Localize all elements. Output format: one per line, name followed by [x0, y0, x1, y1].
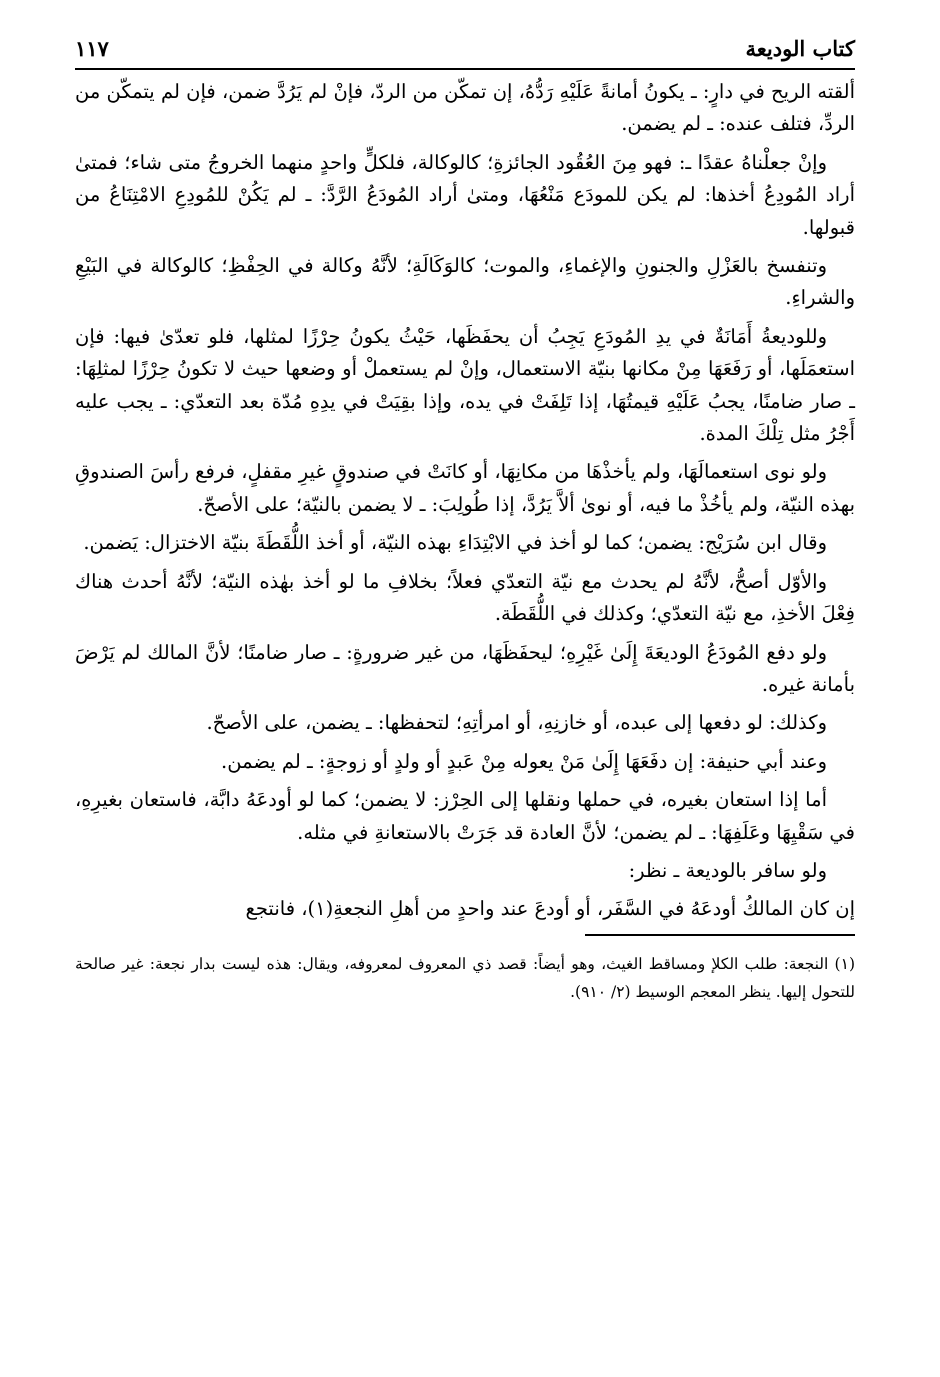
- paragraph: ولو نوى استعمالَهَا، ولم يأخذْهَا من مكانِهَا، أو كانَتْ في صندوقٍ غيرِ مقفلٍ، فرفع رأسَ الصندوقِ بهذه النيّة، ولم يأخُذْ ما فيه، أو نوىٰ ألاَّ يَرُدَّ، إذا طُولِبَ: ـ لا يضمن بالنيّة؛ على الأصحّ.: [75, 460, 855, 516]
- footnote-separator: [585, 934, 855, 936]
- paragraph: أما إذا استعان بغيره، في حملها ونقلها إلى الحِرْز: لا يضمن؛ كما لو أودعَهُ دابَّة، فاستعان بغيرِهِ، في سَقْيِهَا وعَلَفِهَا: ـ لم يضمن؛ لأنَّ العادة قد جَرَتْ بالاستعانةِ في مثله.: [75, 788, 855, 844]
- paragraph: والأوّل أصحُّ، لأنَّهُ لم يحدث مع نيّة التعدّي فعلاً؛ بخلافِ ما لو أخذ بهٰذه النيّة؛ لأنَّهُ أحدث هناك فِعْلَ الأخذِ، مع نيّة التعدّي؛ وكذلك في اللُّقَطَة.: [75, 569, 855, 626]
- paragraph: وقال ابن سُرَيْج: يضمن؛ كما لو أخذ في الابْتِدَاءِ بهذه النيّة، أو أخذ اللُّقَطَةَ بنيّة الاختزال: يَضمن.: [83, 531, 827, 555]
- running-header: [75, 28, 855, 70]
- page-number: ١١٧: [75, 35, 109, 61]
- footnote: (١) النجعة: طلب الكلإ ومساقط الغيث، وهو أيضاً: قصد ذي المعروف لمعروفه، ويقال: هذه ليست بدار نجعة: غير صالحة للتحول إليها. ينظر المعجم الوسيط (٢/ ٩١٠).: [75, 954, 855, 1001]
- paragraph: ولو سافر بالوديعة ـ نظر:: [628, 858, 827, 882]
- book-page: [75, 28, 855, 1006]
- paragraph: وكذلك: لو دفعها إلى عبده، أو خازنِهِ، أو امرأتِهِ؛ لتحفظها: ـ يضمن، على الأصحّ.: [206, 711, 827, 735]
- main-text: [75, 76, 855, 926]
- paragraph: إن كان المالكُ أودعَهُ في السَّفَر، أو أودعَ عند واحدٍ من أهلِ النجعةِ(١)، فانتجع: [245, 897, 855, 921]
- paragraph: ولو دفع المُودَعُ الوديعَةَ إِلَىٰ غَيْرِهِ؛ ليحفَظَهَا، من غير ضرورةٍ: ـ صار ضامنًا؛ لأنَّ المالك لم يَرْضَ بأمانة غيره.: [75, 640, 855, 696]
- chapter-title: كتاب الوديعة: [745, 35, 855, 61]
- paragraph: وعند أبي حنيفة: إن دفَعَهَا إِلَىٰ مَنْ يعوله مِنْ عَبدٍ أو ولدٍ أو زوجةٍ: ـ لم يضمن.: [221, 749, 827, 773]
- paragraph: ألقته الريح في دارٍ: ـ يكونُ أمانةً عَلَيْهِ رَدُّهُ، إن تمكّن من الردّ، فإنْ لم يَرُدَّ ضمن، فإن لم يتمكّن من الردِّ، فتلف عنده: ـ لم يضمن.: [75, 80, 855, 136]
- paragraph: وإنْ جعلْناهُ عقدًا ـ: فهو مِنَ العُقُود الجائزةِ؛ كالوكالة، فلكلٍّ واحدٍ منهما الخروجُ متى شاء؛ فمتىٰ أراد المُودِعُ أخذها: لم يكن للمودَع مَنْعُهَا، ومتىٰ أراد المُودَعُ الرَّدَّ: ـ لم يَكُنْ للمُودِعِ الامْتِنَاعُ من قبولها.: [75, 150, 855, 239]
- paragraph: وللوديعةُ أَمَانَةٌ في يدِ المُودَعِ يَجِبُ أن يحفَظَها، حَيْثُ يكونُ حِرْزًا لمثلها، فلو تعدّىٰ فيها: فإن استعمَلَها، أو رَفَعَهَا مِنْ مكانها بنيّة الاستعمال، وإنْ لم يستعملْ أو وضعها حيث لا تكونُ حِرْزًا لمثلِهَا: ـ صار ضامنًا، يجبُ عَلَيْهِ قيمتُهَا، إذا تَلِفَتْ في يده، وإذا بقِيَتْ في يدِهِ مُدّة بعد التعدّي: ـ يجب عليه أَجْرُ مثل تِلْكَ المدة.: [75, 324, 855, 446]
- paragraph: وتنفسخ بالعَزْلِ والجنونِ والإغماءِ، والموت؛ كالوَكَالَةِ؛ لأنَّهُ وكالة في الحِفْظِ؛ كالوكالة في البَيْعِ والشراءِ.: [75, 254, 855, 310]
